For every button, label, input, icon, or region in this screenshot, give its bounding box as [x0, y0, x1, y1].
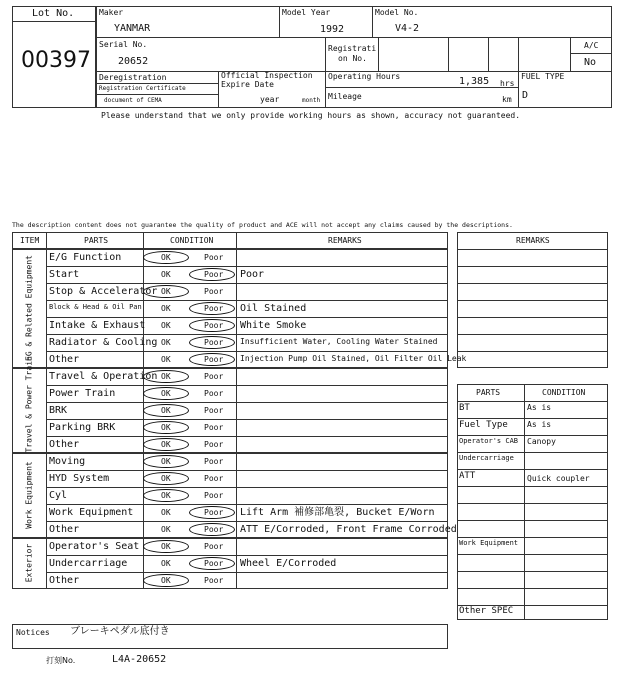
stamp-label: 打刻No. — [46, 656, 76, 665]
part-name: Moving — [49, 456, 86, 467]
poor-selection-oval — [189, 523, 235, 536]
fuel-type-value: D — [522, 90, 529, 101]
ok-option: OK — [161, 542, 171, 551]
table-header — [12, 232, 448, 249]
ok-option: OK — [161, 423, 171, 432]
serial-no-label: Serial No. — [99, 40, 148, 49]
part-name: Other — [49, 354, 80, 365]
poor-option: Poor — [204, 338, 224, 347]
poor-option: Poor — [204, 287, 224, 296]
deregistration-label: Deregistration — [99, 73, 167, 82]
poor-option: Poor — [204, 372, 224, 381]
remark-text: Injection Pump Oil Stained, Oil Filter Oil Leak — [240, 354, 467, 363]
part-name: Travel & Operation — [49, 371, 158, 382]
lot-no-label: Lot No. — [32, 8, 75, 19]
disclaimer: The description content does not guarantee the quality of product and ACE will not accept any claims caused by the descriptions. — [12, 221, 513, 229]
fuel-type-label: FUEL TYPE — [521, 72, 565, 81]
right-part-name: Undercarriage — [459, 454, 514, 462]
model-year-label: Model Year — [282, 8, 331, 17]
remark-text: Lift Arm 補修部亀裂, Bucket E/Worn — [240, 507, 435, 518]
right-part-name: ATT — [459, 471, 476, 481]
ok-option: OK — [161, 576, 171, 585]
poor-option: Poor — [204, 355, 224, 364]
poor-selection-oval — [189, 557, 235, 570]
part-name: Radiator & Cooling — [49, 337, 158, 348]
ok-selection-oval — [143, 387, 189, 400]
ac-value: No — [584, 57, 597, 68]
ok-selection-oval — [143, 455, 189, 468]
notices-label: Notices — [16, 628, 50, 637]
serial-no-value: 20652 — [118, 56, 149, 67]
maker-value: YANMAR — [114, 23, 151, 34]
lot-number: 00397 — [21, 48, 91, 73]
ok-option: OK — [161, 559, 171, 568]
poor-option: Poor — [204, 270, 224, 279]
poor-option: Poor — [204, 321, 224, 330]
header-item: ITEM — [20, 236, 40, 245]
part-name: Stop & Accelerator — [49, 286, 158, 297]
ok-selection-oval — [143, 421, 189, 434]
group-label: Exterior — [24, 543, 33, 582]
part-name: Other — [49, 524, 80, 535]
ok-option: OK — [161, 287, 171, 296]
operating-hours-label: Operating Hours — [328, 72, 401, 81]
year-label: year — [260, 95, 280, 104]
ok-option: OK — [161, 338, 171, 347]
registration-certificate-label: Registration Certificate — [99, 85, 186, 92]
registration-label-1: Registrati — [328, 44, 377, 53]
poor-selection-oval — [189, 506, 235, 519]
remark-text: Insufficient Water, Cooling Water Stained — [240, 337, 438, 346]
ok-option: OK — [161, 508, 171, 517]
poor-option: Poor — [204, 304, 224, 313]
part-name: Cyl — [49, 490, 68, 501]
poor-selection-oval — [189, 268, 235, 281]
ok-selection-oval — [143, 540, 189, 553]
right-part-name: Fuel Type — [459, 420, 508, 430]
maker-label: Maker — [99, 8, 124, 17]
remark-text: White Smoke — [240, 320, 307, 331]
ok-option: OK — [161, 355, 171, 364]
ok-option: OK — [161, 372, 171, 381]
poor-selection-oval — [189, 336, 235, 349]
ok-selection-oval — [143, 472, 189, 485]
part-name: Work Equipment — [49, 507, 134, 518]
part-name: Undercarriage — [49, 558, 128, 569]
part-name: BRK — [49, 405, 68, 416]
poor-selection-oval — [189, 302, 235, 315]
part-name: Intake & Exhaust — [49, 320, 146, 331]
ok-option: OK — [161, 457, 171, 466]
part-name: Other — [49, 439, 80, 450]
part-name: Start — [49, 269, 80, 280]
mileage-label: Mileage — [328, 92, 362, 101]
remark-text: ATT E/Corroded, Front Frame Corroded — [240, 524, 457, 535]
model-no-label: Model No. — [375, 8, 419, 17]
ok-selection-oval — [143, 574, 189, 587]
group-label: EG & Related Equipment — [24, 254, 33, 361]
ok-selection-oval — [143, 438, 189, 451]
part-name: HYD System — [49, 473, 110, 484]
official-inspection-label-2: Expire Date — [221, 80, 274, 89]
hrs-label: hrs — [500, 79, 515, 88]
model-no-value: V4-2 — [395, 23, 420, 34]
poor-option: Poor — [204, 576, 224, 585]
ok-option: OK — [161, 253, 171, 262]
stamp-value: L4A-20652 — [112, 654, 167, 665]
poor-option: Poor — [204, 491, 224, 500]
official-inspection-label-1: Official Inspection — [221, 71, 313, 80]
ok-option: OK — [161, 304, 171, 313]
ok-selection-oval — [143, 285, 189, 298]
operating-hours-value: 1,385 — [459, 76, 490, 87]
poor-option: Poor — [204, 440, 224, 449]
hours-note: Please understand that we only provide working hours as shown, accuracy not guaranteed. — [101, 111, 521, 120]
part-name: Parking BRK — [49, 422, 116, 433]
poor-option: Poor — [204, 457, 224, 466]
cema-label: document of CEMA — [104, 97, 162, 104]
right-part-name: Work Equipment — [459, 539, 519, 547]
right-condition-header: CONDITION — [542, 388, 586, 397]
right-part-name: Operator's CAB — [459, 437, 519, 445]
right-condition-value: As is — [527, 403, 552, 412]
header-remarks: REMARKS — [328, 236, 362, 245]
part-name: Other — [49, 575, 80, 586]
notices-text: ブレーキペダル底付き — [70, 626, 170, 637]
ok-option: OK — [161, 389, 171, 398]
poor-option: Poor — [204, 474, 224, 483]
month-label: month — [302, 97, 321, 104]
ok-option: OK — [161, 270, 171, 279]
ok-option: OK — [161, 491, 171, 500]
ok-option: OK — [161, 321, 171, 330]
right-remarks-header: REMARKS — [516, 236, 550, 245]
poor-option: Poor — [204, 253, 224, 262]
ok-selection-oval — [143, 489, 189, 502]
ok-selection-oval — [143, 370, 189, 383]
registration-label-2: on No. — [338, 54, 367, 63]
group-label: Travel & Power Train — [24, 355, 33, 452]
header-parts: PARTS — [84, 236, 109, 245]
poor-option: Poor — [204, 559, 224, 568]
remark-text: Poor — [240, 269, 265, 280]
part-name: Operator's Seat — [49, 541, 140, 552]
right-condition-value: Canopy — [527, 437, 556, 446]
part-name: Block & Head & Oil Pan — [49, 303, 142, 311]
km-label: km — [502, 95, 512, 104]
poor-option: Poor — [204, 508, 224, 517]
poor-option: Poor — [204, 406, 224, 415]
poor-option: Poor — [204, 423, 224, 432]
poor-option: Poor — [204, 389, 224, 398]
ok-option: OK — [161, 406, 171, 415]
poor-selection-oval — [189, 319, 235, 332]
ok-option: OK — [161, 440, 171, 449]
right-part-name: BT — [459, 403, 470, 413]
remark-text: Oil Stained — [240, 303, 307, 314]
ok-selection-oval — [143, 404, 189, 417]
remark-text: Wheel E/Corroded — [240, 558, 337, 569]
header-condition: CONDITION — [170, 236, 214, 245]
part-name: E/G Function — [49, 252, 122, 263]
group-label: Work Equipment — [24, 460, 33, 529]
model-year-value: 1992 — [320, 24, 345, 35]
ac-label: A/C — [584, 41, 599, 50]
poor-selection-oval — [189, 353, 235, 366]
poor-option: Poor — [204, 525, 224, 534]
ok-selection-oval — [143, 251, 189, 264]
ok-option: OK — [161, 474, 171, 483]
right-condition-value: Quick coupler — [527, 474, 590, 483]
poor-option: Poor — [204, 542, 224, 551]
ok-option: OK — [161, 525, 171, 534]
right-condition-value: As is — [527, 420, 552, 429]
right-part-name: Other SPEC — [459, 606, 514, 616]
right-parts-header: PARTS — [476, 388, 501, 397]
part-name: Power Train — [49, 388, 116, 399]
